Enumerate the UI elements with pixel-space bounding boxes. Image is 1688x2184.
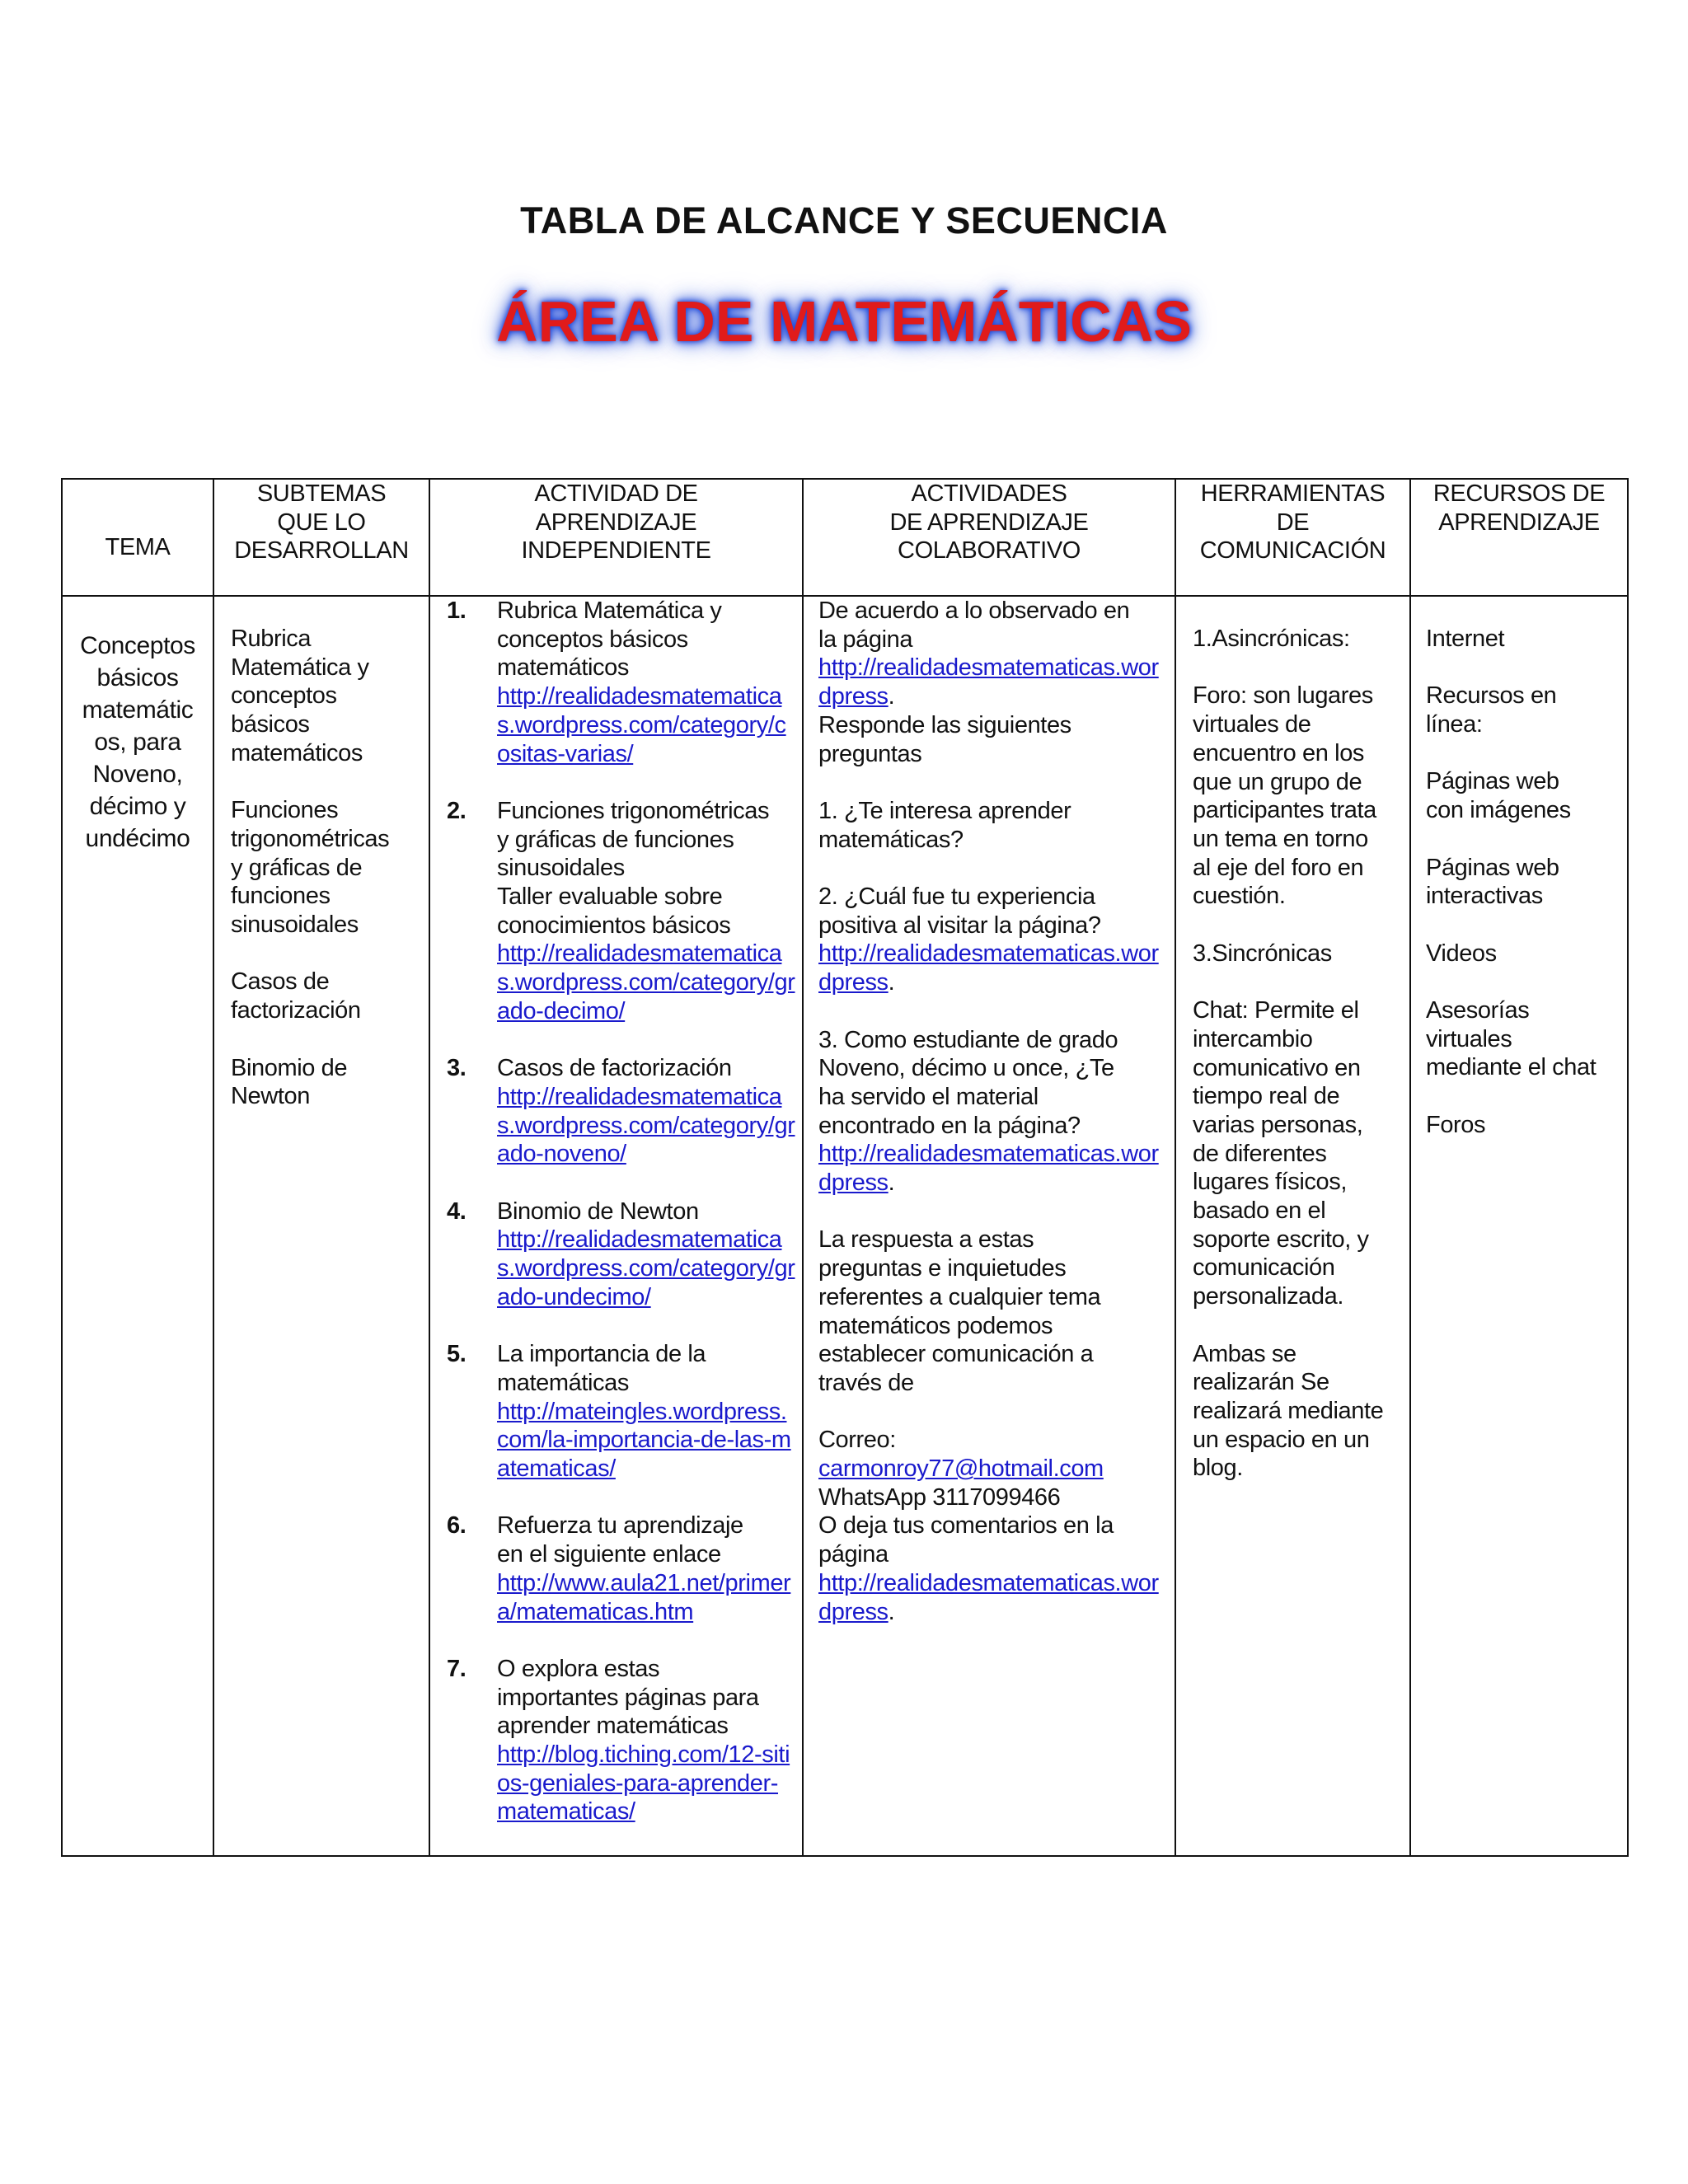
- header-tema: TEMA: [62, 479, 213, 596]
- list-item: [447, 1655, 795, 1826]
- list-item: [447, 797, 795, 1026]
- recurso-item: Internet: [1426, 626, 1505, 652]
- item-number: 2.: [447, 797, 467, 824]
- item-number: 1.: [447, 598, 467, 624]
- colaborativo-cell: [803, 596, 1175, 1856]
- item-text: O explora estas importantes páginas para aprender matemáticas: [497, 1655, 759, 1740]
- herramienta-item: Chat: Permite el intercambio comunicativo en tiempo real de varias personas, de diferentes lugares físicos, basado en el soporte escrito, y comunicación personalizada.: [1193, 997, 1369, 1310]
- subtema-item: Rubrica Matemática y conceptos básicos matemáticos: [231, 626, 369, 766]
- herramienta-item: 3.Sincrónicas: [1193, 940, 1332, 967]
- herramienta-item: Ambas se realizarán Se realizará mediante un espacio en un blog.: [1193, 1340, 1384, 1482]
- herramienta-item: Foro: son lugares virtuales de encuentro en los que un grupo de participantes trata un tema en torno al eje del foro en cuestión.: [1193, 682, 1376, 910]
- activity-link[interactable]: http://realidadesmatematicas.wordpress.com/category/cositas-varias/: [497, 683, 786, 767]
- email-link[interactable]: carmonroy77@hotmail.com: [818, 1455, 1104, 1483]
- realidades-link[interactable]: http://realidadesmatematicas.wordpress: [818, 1141, 1159, 1197]
- colaborativo-intro: De acuerdo a lo observado en la página http://realidadesmatematicas.wordpress. Responde las siguientes preguntas: [818, 597, 1168, 768]
- realidades-link[interactable]: http://realidadesmatematicas.wordpress: [818, 1569, 1159, 1625]
- item-number: 7.: [447, 1655, 467, 1682]
- question-2: 2. ¿Cuál fue tu experiencia positiva al visitar la página?: [818, 883, 1101, 939]
- item-number: 3.: [447, 1055, 467, 1082]
- item-text: Funciones trigonométricas y gráficas de funciones sinusoidales Taller evaluable sobre conocimientos básicos: [497, 797, 770, 939]
- item-number: 5.: [447, 1341, 467, 1368]
- document-title: TABLA DE ALCANCE Y SECUENCIA: [520, 199, 1168, 241]
- activity-link[interactable]: http://realidadesmatematicas.wordpress.com/category/grado-noveno/: [497, 1083, 795, 1168]
- recurso-item: Páginas web con imágenes: [1426, 768, 1571, 824]
- content-row: [62, 596, 1628, 1856]
- correo-label: Correo:: [818, 1427, 896, 1454]
- header-independiente: ACTIVIDAD DE APRENDIZAJE INDEPENDIENTE: [429, 479, 803, 596]
- list-item: [447, 1340, 795, 1483]
- recurso-item: Recursos en línea:: [1426, 682, 1557, 738]
- question-1: 1. ¿Te interesa aprender matemáticas?: [818, 797, 1071, 853]
- activity-link[interactable]: http://blog.tiching.com/12-sitios-geniales-para-aprender-matematicas/: [497, 1741, 790, 1825]
- intro-after-text: Responde las siguientes preguntas: [818, 711, 1071, 767]
- subtema-item: Funciones trigonométricas y gráficas de funciones sinusoidales: [231, 797, 390, 939]
- activity-link[interactable]: http://www.aula21.net/primera/matematicas.htm: [497, 1569, 791, 1625]
- recursos-cell: [1410, 596, 1628, 1856]
- recurso-item: Páginas web interactivas: [1426, 854, 1559, 910]
- subtema-item: Casos de factorización: [231, 968, 361, 1024]
- activity-link[interactable]: http://mateingles.wordpress.com/la-importancia-de-las-matematicas/: [497, 1398, 791, 1483]
- activity-link[interactable]: http://realidadesmatematicas.wordpress.com/category/grado-undecimo/: [497, 1226, 795, 1310]
- herramienta-item: 1.Asincrónicas:: [1193, 626, 1350, 652]
- list-item: [447, 1511, 795, 1626]
- realidades-link[interactable]: http://realidadesmatematicas.wordpress: [818, 654, 1159, 710]
- respuesta-text: La respuesta a estas preguntas e inquietudes referentes a cualquier tema matemáticos podemos establecer comunicación a través de: [818, 1226, 1101, 1396]
- herramientas-cell: [1175, 596, 1410, 1856]
- item-text: Refuerza tu aprendizaje en el siguiente enlace: [497, 1512, 743, 1568]
- list-item: [447, 1054, 795, 1169]
- subtema-item: Binomio de Newton: [231, 1054, 348, 1110]
- list-item: [447, 597, 795, 768]
- contact-block: Correo: carmonroy77@hotmail.com WhatsApp 3117099466 O deja tus comentarios en la página http://realidadesmatematicas.wordpress.: [818, 1426, 1168, 1626]
- realidades-link[interactable]: http://realidadesmatematicas.wordpress: [818, 940, 1159, 996]
- item-text: Casos de factorización: [497, 1055, 732, 1082]
- item-text: Binomio de Newton: [497, 1197, 699, 1225]
- recurso-item: Foros: [1426, 1111, 1486, 1138]
- subtemas-cell: [213, 596, 429, 1856]
- item-number: 6.: [447, 1512, 467, 1540]
- whatsapp-text: WhatsApp 3117099466: [818, 1483, 1061, 1511]
- header-colaborativo: ACTIVIDADES DE APRENDIZAJE COLABORATIVO: [803, 479, 1175, 596]
- question-3: 3. Como estudiante de grado Noveno, décimo u once, ¿Te ha servido el material encontrado en la página?: [818, 1026, 1118, 1139]
- header-row: [62, 479, 1628, 596]
- list-item: [447, 1197, 795, 1312]
- activity-link[interactable]: http://realidadesmatematicas.wordpress.com/category/grado-decimo/: [497, 940, 795, 1024]
- recurso-item: Asesorías virtuales mediante el chat: [1426, 997, 1597, 1081]
- recurso-item: Videos: [1426, 940, 1497, 967]
- scope-sequence-table: [61, 478, 1629, 1857]
- item-text: La importancia de la matemáticas: [497, 1341, 706, 1396]
- item-number: 4.: [447, 1197, 467, 1225]
- tema-cell: Conceptos básicos matemátic os, para Noveno, décimo y undécimo: [62, 596, 213, 1856]
- independiente-list: [447, 597, 795, 1826]
- comentarios-text: O deja tus comentarios en la página: [818, 1512, 1114, 1568]
- question-2-block: 2. ¿Cuál fue tu experiencia positiva al visitar la página? http://realidadesmatematicas.wordpress.: [818, 883, 1168, 997]
- intro-text: De acuerdo a lo observado en la página: [818, 598, 1130, 653]
- question-3-block: 3. Como estudiante de grado Noveno, décimo u once, ¿Te ha servido el material encontrado en la página? http://realidadesmatematicas.wordpress.: [818, 1026, 1168, 1197]
- header-herramientas: HERRAMIENTAS DE COMUNICACIÓN: [1175, 479, 1410, 596]
- header-recursos: RECURSOS DE APRENDIZAJE: [1410, 479, 1628, 596]
- item-text: Rubrica Matemática y conceptos básicos matemáticos: [497, 598, 722, 682]
- header-subtemas: SUBTEMAS QUE LO DESARROLLAN: [213, 479, 429, 596]
- independiente-cell: [429, 596, 803, 1856]
- area-title: ÁREA DE MATEMÁTICAS: [496, 289, 1192, 354]
